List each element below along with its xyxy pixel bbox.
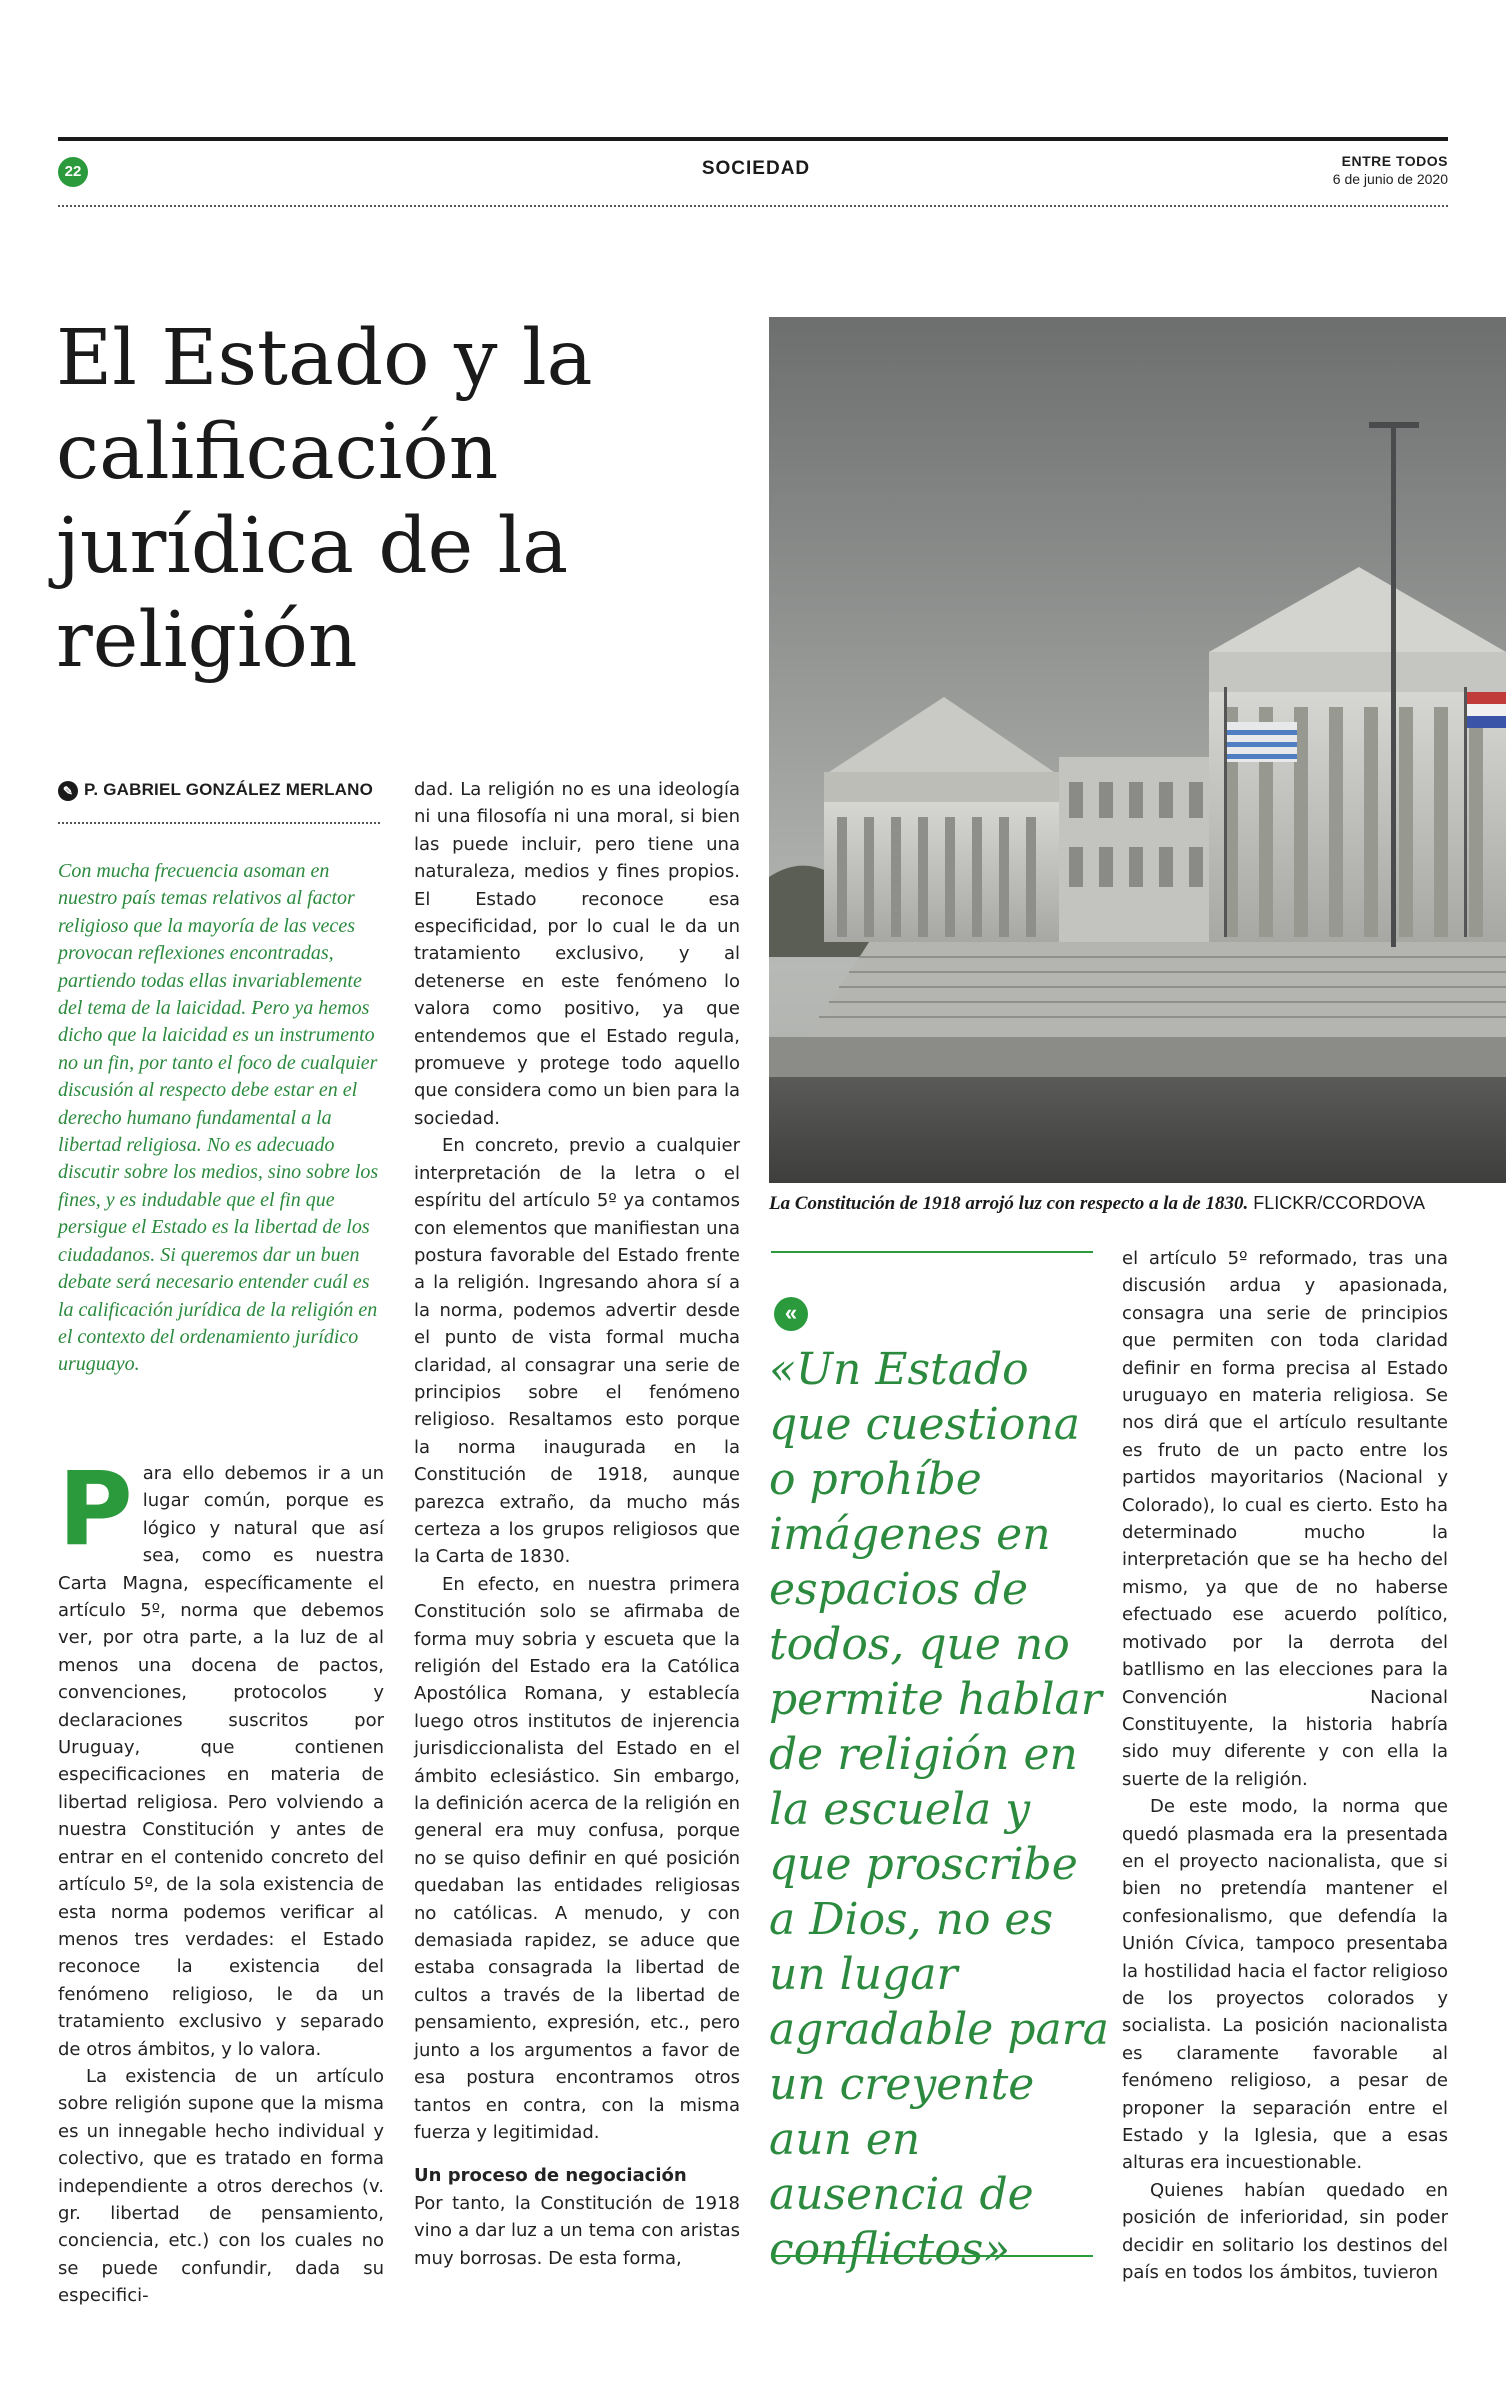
paragraph: Por tanto, la Constitución de 1918 vino a dar luz a un tema con aristas muy borrosas. De esta forma, (414, 2192, 740, 2269)
photo-caption (769, 1193, 1469, 1215)
article-photo (769, 317, 1506, 1183)
header-rule (58, 137, 1448, 141)
pullquote-top-rule (771, 1251, 1093, 1253)
byline (58, 780, 380, 801)
pen-icon: ✎ (58, 781, 78, 801)
paragraph: En concreto, previo a cualquier interpretación de la letra o el espíritu del artículo 5º ya contamos con elementos que manifiestan una postura favorable del Estado frente a la religión. Ingresando ahora sí a la norma, podemos advertir desde el punto de vista formal mucha claridad, al consagrar una serie de principios sobre el fenómeno religioso. Resaltamos esto porque la norma inaugurada en la Constitución de 1918, aunque parezca extraño, da mucho más certeza a los grupos religiosos que la Carta de 1830. (414, 1135, 740, 1568)
caption-text: La Constitución de 1918 arrojó luz con respecto a la de 1830. (769, 1193, 1249, 1214)
paragraph: La existencia de un artículo sobre religión supone que la misma es un innegable hecho individual y colectivo, que es tratado en forma independiente a otros derechos (v. gr. libertad de pensamiento, conciencia, etc.) con los cuales no se puede confundir, dada su especifici- (58, 2065, 384, 2307)
publication-date: 6 de junio de 2020 (1332, 171, 1448, 187)
paragraph: dad. La religión no es una ideología ni una filosofía ni una moral, si bien las puede incluir, pero tiene una naturaleza, medios y fines propios. El Estado reconoce esa especificidad, por lo cual le da un tratamiento exclusivo, y al detenerse en este fenómeno lo valora como positivo, ya que entendemos que el Estado regula, promueve y protege todo aquello que considera como un bien para la sociedad. (414, 779, 740, 1129)
paragraph: el artículo 5º reformado, tras una discusión ardua y apasionada, consagra una serie de principios que permiten con toda claridad definir en forma precisa al Estado uruguayo en materia religiosa. Se nos dirá que el artículo resultante es fruto de un pacto entre los partidos mayoritarios (Nacional y Colorado), lo cual es cierto. Esto ha determinado mucho la interpretación que se ha hecho del mismo, ya que de no haberse efectuado ese acuerdo político, motivado por la derrota del batllismo en las elecciones para la Convención Nacional Constituyente, la historia habría sido muy diferente y con ella la suerte de la religión. (1122, 1248, 1448, 1790)
paragraph: En efecto, en nuestra primera Constitución solo se afirmaba de forma muy sobria y escueta que la religión del Estado era la Católica Apostólica Romana, y establecía luego otros institutos de injerencia jurisdiccionalista del Estado en el ámbito eclesiástico. Sin embargo, la definición acerca de la religión en general era muy confusa, porque no se quiso definir en qué posición quedaban las entidades religiosas no católicas. A menudo, y con demasiada rapidez, se aduce que estaba consagrada la libertad de cultos a través de la libertad de pensamiento, expresión, etc., pero junto a los argumentos a favor de esa postura encontramos otros tantos en contra, con la misma fuerza y legitimidad. (414, 1573, 740, 2143)
paragraph: Quienes habían quedado en posición de inferioridad, sin poder decidir en solitario los destinos del país en todos los ámbitos, tuvieron (1122, 2179, 1448, 2284)
body-column-4 (1122, 1245, 1448, 2286)
section-label: SOCIEDAD (701, 158, 811, 179)
article-lead: Con mucha frecuencia asoman en nuestro país temas relativos al factor religioso que la mayoría de las veces provocan reflexiones encontradas, partiendo todas ellas invariablemente del tema de la laicidad. Pero ya hemos dicho que la laicidad es un instrumento no un fin, por tanto el foco de cualquier discusión al respecto debe estar en el derecho humano fundamental a la libertad religiosa. No es adecuado discutir sobre los medios, sino sobre los fines, y es indudable que el fin que persigue el Estado es la libertad de los ciudadanos. Si queremos dar un buen debate será necesario entender cuál es la calificación jurídica de la religión en el contexto del ordenamiento jurídico uruguayo. (58, 860, 379, 1376)
pullquote-bottom-rule (771, 2255, 1093, 2257)
quote-icon: « (774, 1297, 808, 1331)
paragraph: ara ello debemos ir a un lugar común, porque es lógico y natural que así sea, como es nuestra Carta Magna, específicamente el artículo 5º, norma que debemos ver, por otra parte, a la luz de al menos una docena de pactos, convenciones, protocolos y declaraciones suscritos por Uruguay, que contienen especificaciones en materia de libertad religiosa. Pero volviendo a nuestra Constitución y antes de entrar en el contenido concreto del artículo 5º, de la sola existencia de esta norma podemos verificar al menos tres verdades: el Estado reconoce la existencia del fenómeno religioso, le da un tratamiento exclusivo y separado de otros ámbitos, y lo valora. (58, 1463, 384, 2060)
subheading: Un proceso de negociación (414, 2165, 687, 2187)
paragraph: De este modo, la norma que quedó plasmada era la presentada en el proyecto nacionalista, que si bien no pretendía mantener el confesionalismo, que defendía la Unión Cívica, tampoco presentaba la hostilidad hacia el factor religioso de los proyectos colorados y socialista. La posición nacionalista es claramente favorable al fenómeno religioso, a pesar de proponer la separación entre el Estado y la Iglesia, que a esas alturas era incuestionable. (1122, 1796, 1448, 2174)
photo-credit: FLICKR/CCORDOVA (1253, 1193, 1425, 1213)
body-column-1 (58, 1450, 384, 2310)
pullquote: «Un Estado que cuestiona o prohíbe imágenes en espacios de todos, que no permite hablar de religión en la escuela y que proscribe a Dios, no es un lugar agradable para un creyente aun en ausencia de conflictos» (769, 1344, 1109, 2275)
header-dotted-rule (58, 205, 1448, 207)
publication-name: ENTRE TODOS (1341, 153, 1448, 169)
page-number-badge: 22 (58, 157, 88, 187)
article-title: El Estado y la calificación jurídica de la religión (56, 314, 593, 685)
drop-cap: P (58, 1450, 133, 1569)
body-column-2 (414, 776, 740, 2272)
byline-dotted-rule (58, 822, 380, 824)
author-name: P. GABRIEL GONZÁLEZ MERLANO (84, 780, 374, 799)
